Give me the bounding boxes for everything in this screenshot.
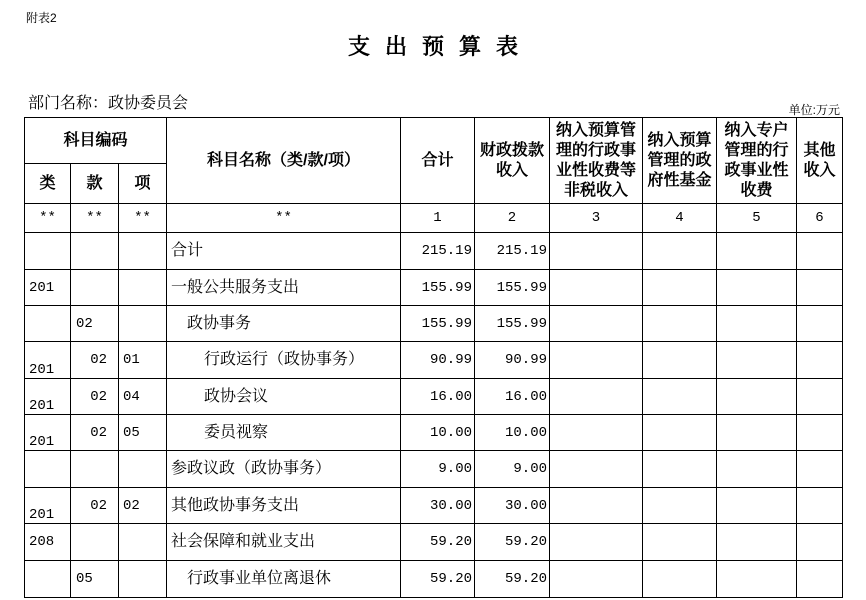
cell-other-revenue <box>797 379 843 415</box>
cell-special-account-fees <box>717 561 797 598</box>
table-row <box>25 342 843 379</box>
cell-special-account-fees <box>717 415 797 451</box>
cell-special-account-fees <box>717 524 797 561</box>
cell-total: 10.00 <box>401 415 475 451</box>
index-cell: 2 <box>475 204 550 233</box>
cell-fiscal-appropriation: 9.00 <box>475 451 550 488</box>
index-cell: 4 <box>643 204 717 233</box>
cell-section: 02 <box>71 306 119 342</box>
cell-section <box>71 524 119 561</box>
table-row <box>25 415 843 451</box>
cell-other-revenue <box>797 306 843 342</box>
cell-item <box>119 270 167 306</box>
header-subject-name: 科目名称（类/款/项） <box>167 118 401 204</box>
cell-subject-name: 政协会议 <box>167 379 401 415</box>
cell-category <box>25 306 71 342</box>
cell-government-fund <box>643 451 717 488</box>
index-cell: ** <box>25 204 71 233</box>
table-row <box>25 233 843 270</box>
cell-item: 05 <box>119 415 167 451</box>
cell-subject-name: 委员视察 <box>167 415 401 451</box>
cell-special-account-fees <box>717 451 797 488</box>
cell-fiscal-appropriation: 30.00 <box>475 488 550 524</box>
cell-subject-name: 其他政协事务支出 <box>167 488 401 524</box>
cell-section <box>71 233 119 270</box>
cell-subject-name: 行政运行（政协事务） <box>167 342 401 379</box>
table-row <box>25 488 843 524</box>
table-body <box>25 233 843 598</box>
cell-government-fund <box>643 233 717 270</box>
cell-category <box>25 451 71 488</box>
cell-nontax-revenue <box>550 233 643 270</box>
cell-other-revenue <box>797 524 843 561</box>
cell-category: 201 <box>25 342 71 379</box>
table-row <box>25 306 843 342</box>
cell-special-account-fees <box>717 233 797 270</box>
cell-fiscal-appropriation: 59.20 <box>475 524 550 561</box>
cell-total: 59.20 <box>401 524 475 561</box>
table-row <box>25 451 843 488</box>
cell-subject-name: 行政事业单位离退休 <box>167 561 401 598</box>
cell-section: 02 <box>71 379 119 415</box>
index-cell: 6 <box>797 204 843 233</box>
cell-government-fund <box>643 342 717 379</box>
cell-subject-name: 社会保障和就业支出 <box>167 524 401 561</box>
cell-fiscal-appropriation: 59.20 <box>475 561 550 598</box>
table-row <box>25 524 843 561</box>
cell-special-account-fees <box>717 306 797 342</box>
cell-item <box>119 561 167 598</box>
cell-category: 201 <box>25 488 71 524</box>
cell-other-revenue <box>797 233 843 270</box>
cell-nontax-revenue <box>550 524 643 561</box>
header-nontax-revenue: 纳入预算管理的行政事业性收费等非税收入 <box>550 118 643 204</box>
cell-category: 201 <box>25 379 71 415</box>
cell-nontax-revenue <box>550 270 643 306</box>
cell-special-account-fees <box>717 379 797 415</box>
cell-government-fund <box>643 524 717 561</box>
cell-nontax-revenue <box>550 379 643 415</box>
cell-subject-name: 参政议政（政协事务） <box>167 451 401 488</box>
cell-special-account-fees <box>717 488 797 524</box>
index-cell: ** <box>167 204 401 233</box>
header-section: 款 <box>71 164 119 204</box>
header-special-account-fees: 纳入专户管理的行政事业性收费 <box>717 118 797 204</box>
cell-item: 02 <box>119 488 167 524</box>
index-cell: ** <box>71 204 119 233</box>
cell-other-revenue <box>797 451 843 488</box>
header-row <box>25 118 843 164</box>
cell-section: 02 <box>71 415 119 451</box>
cell-total: 215.19 <box>401 233 475 270</box>
cell-category: 201 <box>25 270 71 306</box>
cell-subject-name: 一般公共服务支出 <box>167 270 401 306</box>
cell-item <box>119 451 167 488</box>
cell-government-fund <box>643 415 717 451</box>
cell-item <box>119 233 167 270</box>
cell-fiscal-appropriation: 16.00 <box>475 379 550 415</box>
cell-total: 155.99 <box>401 306 475 342</box>
cell-total: 9.00 <box>401 451 475 488</box>
cell-total: 30.00 <box>401 488 475 524</box>
index-cell: ** <box>119 204 167 233</box>
cell-other-revenue <box>797 342 843 379</box>
header-item: 项 <box>119 164 167 204</box>
index-cell: 1 <box>401 204 475 233</box>
cell-total: 59.20 <box>401 561 475 598</box>
cell-nontax-revenue <box>550 561 643 598</box>
cell-government-fund <box>643 379 717 415</box>
page-title: 支出预算表 <box>347 34 533 59</box>
index-cell: 3 <box>550 204 643 233</box>
cell-other-revenue <box>797 415 843 451</box>
cell-fiscal-appropriation: 215.19 <box>475 233 550 270</box>
cell-government-fund <box>643 270 717 306</box>
cell-category <box>25 233 71 270</box>
cell-fiscal-appropriation: 90.99 <box>475 342 550 379</box>
cell-other-revenue <box>797 561 843 598</box>
column-index-row <box>25 204 843 233</box>
cell-nontax-revenue <box>550 488 643 524</box>
cell-special-account-fees <box>717 342 797 379</box>
cell-subject-name: 政协事务 <box>167 306 401 342</box>
cell-item: 04 <box>119 379 167 415</box>
header-subject-code: 科目编码 <box>25 118 167 164</box>
cell-fiscal-appropriation: 155.99 <box>475 306 550 342</box>
unit-label: 单位:万元 <box>788 103 840 117</box>
cell-section <box>71 451 119 488</box>
index-cell: 5 <box>717 204 797 233</box>
table-row <box>25 379 843 415</box>
cell-section: 05 <box>71 561 119 598</box>
table-row <box>25 561 843 598</box>
cell-government-fund <box>643 306 717 342</box>
cell-category: 208 <box>25 524 71 561</box>
cell-section: 02 <box>71 342 119 379</box>
cell-total: 16.00 <box>401 379 475 415</box>
cell-category: 201 <box>25 415 71 451</box>
cell-total: 90.99 <box>401 342 475 379</box>
cell-nontax-revenue <box>550 451 643 488</box>
header-other-revenue: 其他收入 <box>797 118 843 204</box>
attachment-label: 附表2 <box>26 11 57 25</box>
cell-item <box>119 524 167 561</box>
cell-nontax-revenue <box>550 306 643 342</box>
table-row <box>25 270 843 306</box>
cell-section <box>71 270 119 306</box>
table-header <box>25 118 843 233</box>
header-category: 类 <box>25 164 71 204</box>
cell-fiscal-appropriation: 155.99 <box>475 270 550 306</box>
cell-total: 155.99 <box>401 270 475 306</box>
cell-item <box>119 306 167 342</box>
cell-nontax-revenue <box>550 342 643 379</box>
cell-government-fund <box>643 488 717 524</box>
cell-other-revenue <box>797 488 843 524</box>
cell-subject-name: 合计 <box>167 233 401 270</box>
department-name: 部门名称：政协委员会 <box>28 95 189 112</box>
cell-government-fund <box>643 561 717 598</box>
cell-section: 02 <box>71 488 119 524</box>
cell-nontax-revenue <box>550 415 643 451</box>
header-total: 合计 <box>401 118 475 204</box>
cell-special-account-fees <box>717 270 797 306</box>
cell-fiscal-appropriation: 10.00 <box>475 415 550 451</box>
cell-category <box>25 561 71 598</box>
cell-item: 01 <box>119 342 167 379</box>
header-government-fund: 纳入预算管理的政府性基金 <box>643 118 717 204</box>
header-fiscal-appropriation: 财政拨款收入 <box>475 118 550 204</box>
expenditure-budget-table <box>24 117 843 598</box>
cell-other-revenue <box>797 270 843 306</box>
